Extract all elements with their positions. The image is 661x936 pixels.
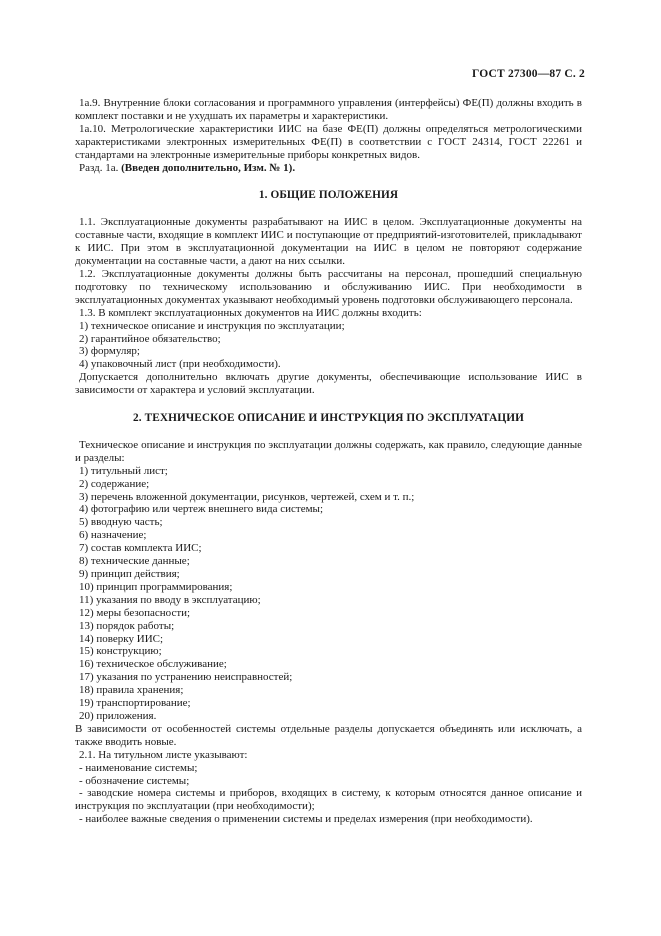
- paragraph-additional-docs: Допускается дополнительно включать другие документы, обеспечивающие использование ИИС в зависимости от характера и условий эксплуатации.: [75, 371, 582, 397]
- list-item: 6) назначение;: [79, 529, 147, 542]
- list-item: 18) правила хранения;: [79, 684, 184, 697]
- paragraph-1-2: 1.2. Эксплуатационные документы должны быть рассчитаны на персонал, прошедший специальную подготовку по техническому использованию и обслуживанию ИИС. При необходимости в эксплуатационных документах указывают необходимый уровень подготовки обслуживающего персонала.: [75, 267, 582, 306]
- list-item: 16) техническое обслуживание;: [79, 658, 227, 671]
- list-item: 20) приложения.: [79, 709, 157, 722]
- list-item: 9) принцип действия;: [79, 568, 180, 580]
- dash-item: - заводские номера системы и приборов, входящих в систему, к которым относятся данное описание и инструкция по эксплуатации (при необходимости);: [75, 787, 582, 813]
- list-item: 2) содержание;: [79, 477, 150, 490]
- page-content: [75, 97, 582, 826]
- list-item: 3) формуляр;: [79, 345, 140, 358]
- list-item: 15) конструкцию;: [79, 645, 162, 658]
- list-item: 7) состав комплекта ИИС;: [79, 542, 202, 555]
- paragraph-1a9: 1а.9. Внутренние блоки согласования и программного управления (интерфейсы) ФЕ(П) должны входить в комплект поставки и не ухудшать их параметры и характеристики.: [75, 97, 582, 122]
- list-item: 5) вводную часть;: [79, 516, 163, 529]
- amendment-prefix: Разд. 1а.: [79, 161, 119, 174]
- list-item: 1) титульный лист;: [79, 464, 168, 477]
- paragraph-2-1: 2.1. На титульном листе указывают:: [79, 748, 248, 761]
- list-item: 13) порядок работы;: [79, 619, 175, 632]
- list-item: 4) фотографию или чертеж внешнего вида системы;: [79, 503, 324, 516]
- list-item: 8) технические данные;: [79, 555, 190, 568]
- list-item: 1) техническое описание и инструкция по эксплуатации;: [79, 319, 345, 332]
- list-item: 12) меры безопасности;: [79, 606, 191, 619]
- dash-item: - наименование системы;: [79, 761, 198, 774]
- paragraph-1-1: 1.1. Эксплуатационные документы разрабатывают на ИИС в целом. Эксплуатационные документы на составные части, входящие в комплект ИИС и поступающие от предприятий-изготовителей, прикладывают к ИИС. При этом в эксплуатационной документации на ИИС в целом не повторяют содержание документации на составные части, а дают на них ссылки.: [75, 216, 582, 268]
- amendment-bold: (Введен дополнительно, Изм. № 1).: [121, 161, 296, 174]
- section-1-title: 1. ОБЩИЕ ПОЛОЖЕНИЯ: [258, 189, 399, 202]
- list-item: 3) перечень вложенной документации, рисунков, чертежей, схем и т. п.;: [79, 490, 415, 503]
- dash-item: - наиболее важные сведения о применении системы и пределах измерения (при необходимости).: [79, 813, 533, 826]
- paragraph-2-intro: Техническое описание и инструкция по эксплуатации должны содержать, как правило, следующие данные и разделы:: [75, 438, 582, 464]
- list-item: 19) транспортирование;: [79, 697, 191, 710]
- paragraph-amendment-note: [75, 162, 582, 175]
- dash-item: - обозначение системы;: [79, 774, 190, 787]
- paragraph-1a10: 1а.10. Метрологические характеристики ИИС на базе ФЕ(П) должны определяться метрологическими характеристиками электронных измерительных ФЕ(П) в соответствии с ГОСТ 24314, ГОСТ 22261 и стандартами на электронные измерительные приборы конкретных видов.: [75, 122, 582, 161]
- list-item: 14) поверку ИИС;: [79, 632, 164, 645]
- list-item: 4) упаковочный лист (при необходимости).: [79, 358, 281, 371]
- section-2-title: 2. ТЕХНИЧЕСКОЕ ОПИСАНИЕ И ИНСТРУКЦИЯ ПО ЭКСПЛУАТАЦИИ: [132, 412, 525, 425]
- list-item: 11) указания по вводу в эксплуатацию;: [79, 593, 261, 606]
- paragraph-1-3: 1.3. В комплект эксплуатационных документов на ИИС должны входить:: [79, 306, 422, 319]
- paragraph-sections-variation: В зависимости от особенностей системы отдельные разделы допускается объединять или исключать, а также вводить новые.: [75, 722, 582, 748]
- list-item: 17) указания по устранению неисправностей;: [79, 671, 293, 684]
- list-item: 2) гарантийное обязательство;: [79, 332, 221, 345]
- list-item: 10) принцип программирования;: [79, 580, 233, 593]
- page-header: ГОСТ 27300—87 С. 2: [472, 68, 585, 80]
